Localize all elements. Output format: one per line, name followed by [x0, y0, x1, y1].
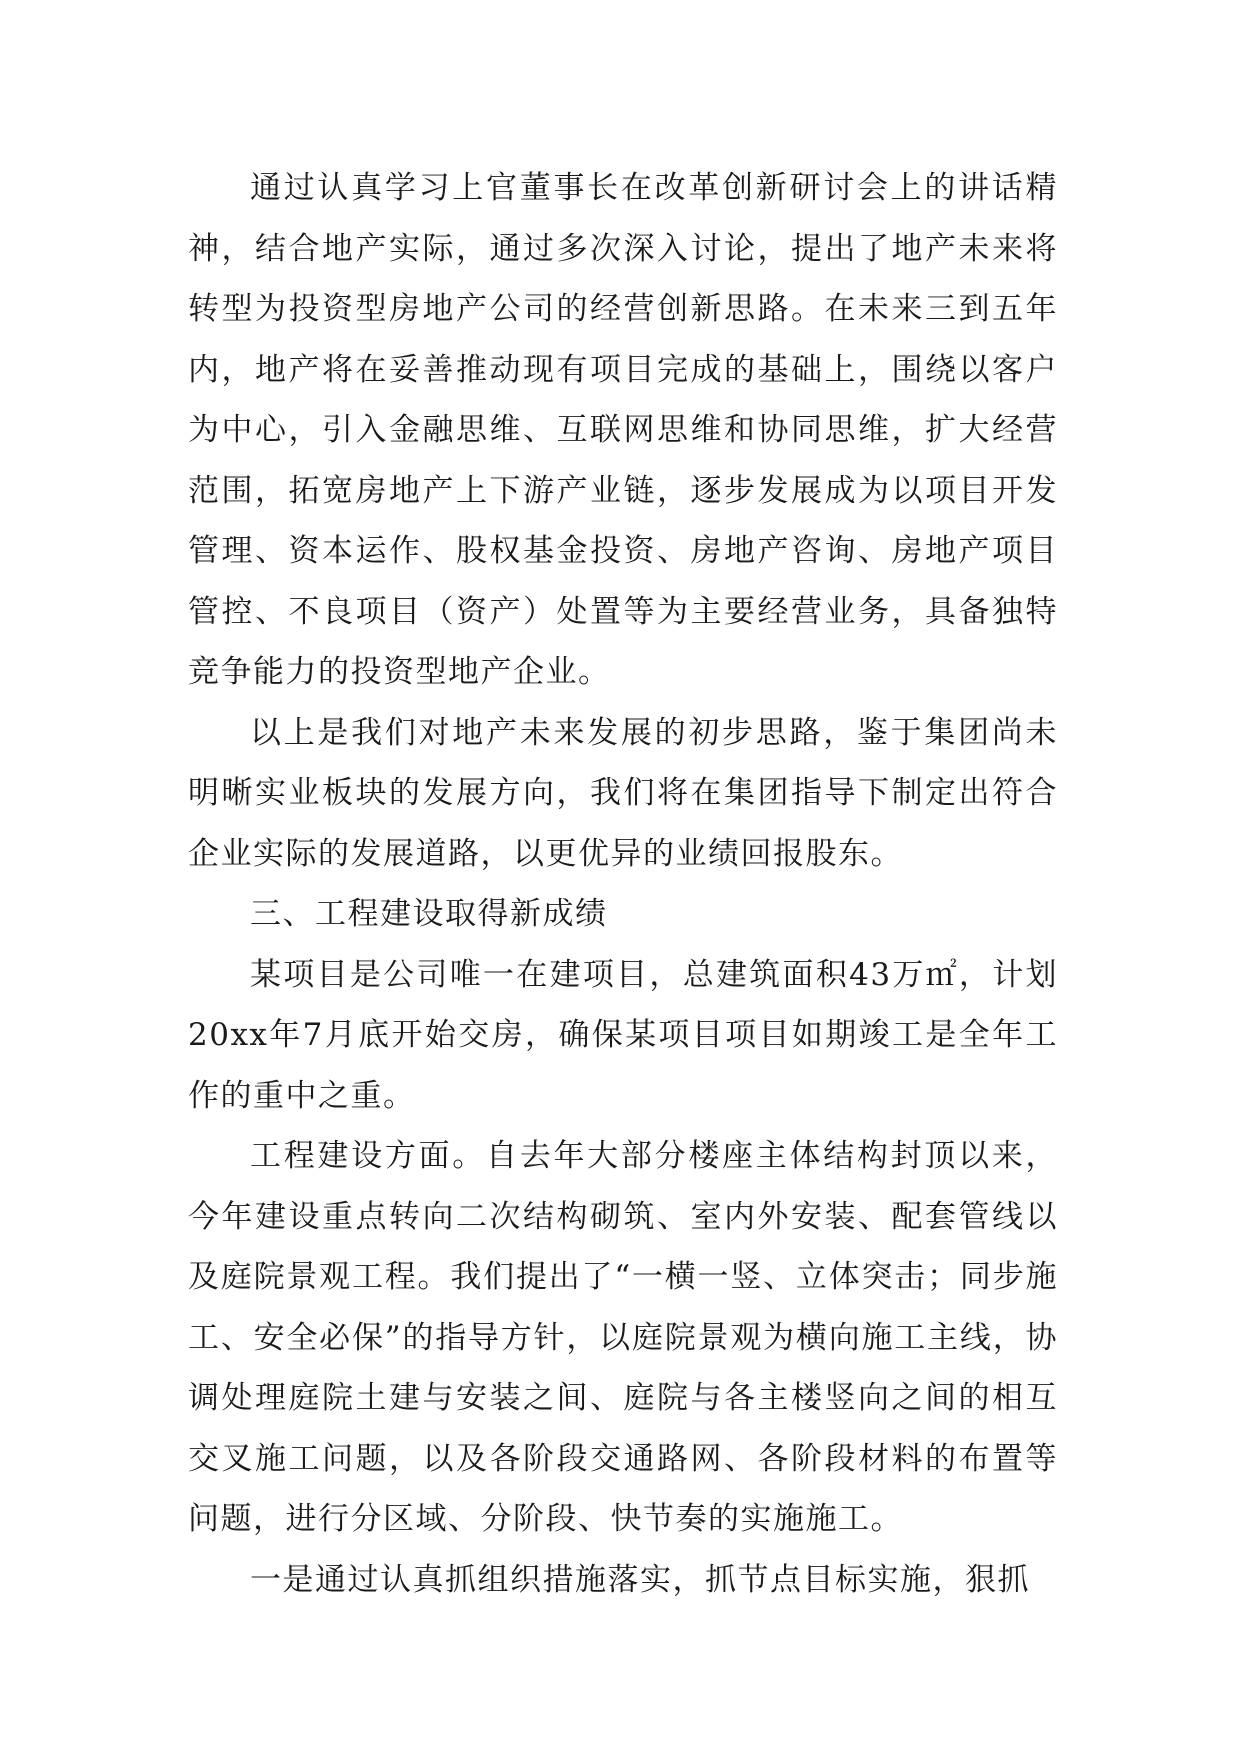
- paragraph-development-outlook: 以上是我们对地产未来发展的初步思路，鉴于集团尚未明晰实业板块的发展方向，我们将在集团指导下制定出符合企业实际的发展道路，以更优异的业绩回报股东。: [188, 714, 1058, 872]
- paragraph-project-overview: 某项目是公司唯一在建项目，总建筑面积43万㎡，计划20xx年7月底开始交房，确保某项目项目如期竣工是全年工作的重中之重。: [188, 956, 1058, 1114]
- paragraph-first-measure: 一是通过认真抓组织措施落实，抓节点目标实施，狠抓: [250, 1561, 1030, 1598]
- paragraph-construction-progress: 工程建设方面。自去年大部分楼座主体结构封顶以来，今年建设重点转向二次结构砌筑、室内外安装、配套管线以及庭院景观工程。我们提出了“一横一竖、立体突击；同步施工、安全必保”的指导方针，以庭院景观为横向施工主线，协调处理庭院土建与安装之间、庭院与各主楼竖向之间的相互交叉施工问题，以及各阶段交通路网、各阶段材料的布置等问题，进行分区域、分阶段、快节奏的实施施工。: [188, 1138, 1058, 1537]
- section-heading-construction: 三、工程建设取得新成绩: [250, 896, 608, 932]
- paragraph-reform-strategy: 通过认真学习上官董事长在改革创新研讨会上的讲话精神，结合地产实际，通过多次深入讨论，提出了地产未来将转型为投资型房地产公司的经营创新思路。在未来三到五年内，地产将在妥善推动现有项目完成的基础上，围绕以客户为中心，引入金融思维、互联网思维和协同思维，扩大经营范围，拓宽房地产上下游产业链，逐步发展成为以项目开发管理、资本运作、股权基金投资、房地产咨询、房地产项目管控、不良项目（资产）处置等为主要经营业务，具备独特竞争能力的投资型地产企业。: [188, 170, 1058, 690]
- document-body: [188, 158, 1058, 1610]
